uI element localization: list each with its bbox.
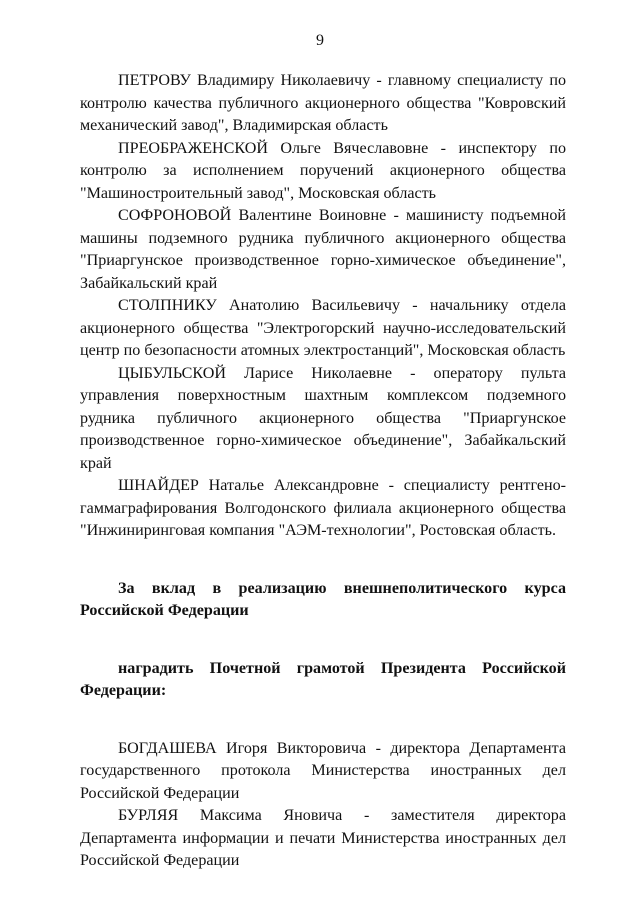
awardee-name: СОФРОНОВОЙ Валентине Воиновне (118, 207, 387, 224)
awardee-name: ПЕТРОВУ Владимиру Николаевичу (118, 72, 371, 89)
award-heading: наградить Почетной грамотой Президента Российской Федерации: (80, 659, 566, 699)
awardee-name: СТОЛПНИКУ Анатолию Васильевичу (118, 297, 401, 314)
awardee-name: ШНАЙДЕР Наталье Александровне (118, 477, 379, 494)
awardee-entry (80, 70, 566, 138)
awardee-description: - оператору пульта управления поверхностным шахтным комплексом подземного рудника публичного акционерного общества "Приаргунское производственное горно-химическое объединение", Забайкальский край (80, 364, 566, 472)
page-number: 9 (316, 32, 324, 49)
awardee-entry (80, 295, 566, 363)
awardee-name: БУРЛЯЯ Максима Яновича (118, 807, 343, 824)
awardee-description: - инспектору по контролю за исполнением поручений акционерного общества "Машиностроительный завод", Московская область (80, 139, 566, 202)
awardee-name: ПРЕОБРАЖЕНСКОЙ Ольге Вячеславовне (118, 139, 429, 157)
awardee-name: ЦЫБУЛЬСКОЙ Ларисе Николаевне (118, 364, 393, 382)
document-body (80, 70, 566, 873)
awardee-description: - заместителя директора Департамента информации и печати Министерства иностранных дел Российской Федерации (80, 807, 566, 869)
awardee-description: - главному специалисту по контролю качества публичного акционерного общества "Ковровский механический завод", Владимирская область (80, 72, 566, 134)
awardee-entry (80, 738, 566, 806)
awardee-entry (80, 475, 566, 543)
awardee-description: - специалисту рентгено-гаммаграфирования Волгодонского филиала акционерного общества "Инжиниринговая компания "АЭМ-технологии", Ростовская область. (80, 477, 567, 539)
awardee-entry (80, 805, 566, 873)
awardee-entry (80, 205, 566, 295)
awardee-description: - директора Департамента государственного протокола Министерства иностранных дел Российской Федерации (80, 739, 566, 802)
awardee-description: - начальнику отдела акционерного общества "Электрогорский научно-исследовательский центр по безопасности атомных электростанций", Московская область (80, 297, 566, 359)
section-heading: За вклад в реализацию внешнеполитического курса Российской Федерации (80, 579, 566, 619)
awardee-entry (80, 138, 566, 206)
awardee-entry (80, 363, 566, 476)
awardee-description: - машинисту подъемной машины подземного рудника публичного акционерного общества "Приаргунское производственное горно-химическое объединение", Забайкальский край (80, 207, 566, 292)
awardee-name: БОГДАШЕВА Игоря Викторовича (118, 739, 367, 757)
